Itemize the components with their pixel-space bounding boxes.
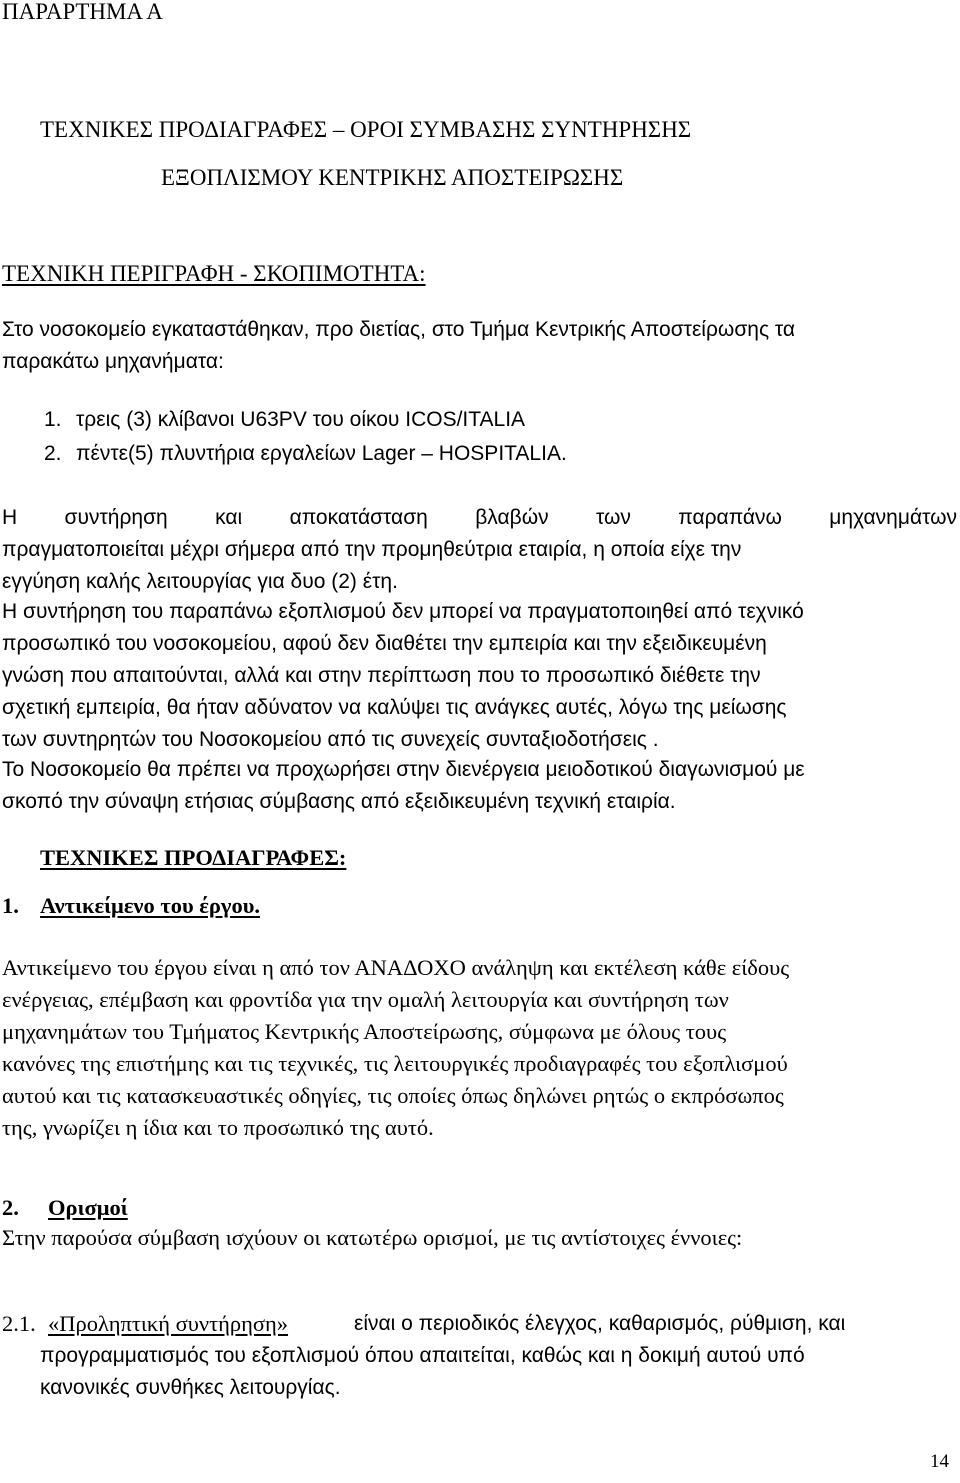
main-title-line-2: ΕΞΟΠΛΙΣΜΟΥ ΚΕΝΤΡΙΚΗΣ ΑΠΟΣΤΕΙΡΩΣΗΣ <box>161 165 624 190</box>
intro-line-1: Στο νοσοκομείο εγκαταστάθηκαν, προ διετίας, στο Τμήμα Κεντρικής Αποστείρωσης τα <box>2 318 796 341</box>
list-item-text: τρεις (3) κλίβανοι U63PV του οίκου ICOS/ITALIA <box>76 408 526 431</box>
paragraph-line: Η συντήρηση και αποκατάσταση βλαβών των παραπάνω μηχανημάτων <box>2 506 957 529</box>
paragraph-line: πραγματοποιείται μέχρι σήμερα από την προμηθεύτρια εταιρία, η οποία είχε την <box>2 538 742 561</box>
paragraph-line: Η συντήρηση του παραπάνω εξοπλισμού δεν μπορεί να πραγματοποιηθεί από τεχνικό <box>2 600 804 623</box>
section-2-1-line: κανονικές συνθήκες λειτουργίας. <box>40 1376 341 1399</box>
section-heading: ΤΕΧΝΙΚΗ ΠΕΡΙΓΡΑΦΗ - ΣΚΟΠΙΜΟΤΗΤΑ: <box>2 261 426 286</box>
section-2-1-line: είναι ο περιοδικός έλεγχος, καθαρισμός, ρύθμιση, και <box>354 1312 846 1335</box>
paragraph-line: σκοπό την σύναψη ετήσιας σύμβασης από εξειδικευμένη τεχνική εταιρία. <box>2 790 676 813</box>
paragraph-line: των συντηρητών του Νοσοκομείου από τις συνεχείς συνταξιοδοτήσεις . <box>2 728 659 751</box>
section-1-number: 1. <box>2 893 19 918</box>
section-2-title: Ορισμοί <box>48 1195 128 1220</box>
section-2-1-term: «Προληπτική συντήρηση» <box>48 1311 289 1336</box>
section-2-number: 2. <box>2 1195 19 1220</box>
specs-heading: ΤΕΧΝΙΚΕΣ ΠΡΟΔΙΑΓΡΑΦΕΣ: <box>40 845 347 870</box>
main-title-line-1: ΤΕΧΝΙΚΕΣ ΠΡΟΔΙΑΓΡΑΦΕΣ – ΟΡΟΙ ΣΥΜΒΑΣΗΣ ΣΥΝΤΗΡΗΣΗΣ <box>40 117 692 142</box>
paragraph-line: σχετική εμπειρία, θα ήταν αδύνατον να καλύψει τις ανάγκες αυτές, λόγω της μείωσης <box>2 696 787 719</box>
section-2-line: Στην παρούσα σύμβαση ισχύουν οι κατωτέρω ορισμοί, με τις αντίστοιχες έννοιες: <box>2 1225 743 1250</box>
section-1-line: Αντικείμενο του έργου είναι η από τον ΑΝΑΔΟΧΟ ανάληψη και εκτέλεση κάθε είδους <box>2 955 790 980</box>
section-1-title: Αντικείμενο του έργου. <box>40 893 261 918</box>
paragraph-line: προσωπικό του νοσοκομείου, αφού δεν διαθέτει την εμπειρία και την εξειδικευμένη <box>2 632 767 655</box>
list-number: 2. <box>44 442 62 465</box>
section-1-line: μηχανημάτων του Τμήματος Κεντρικής Αποστείρωσης, σύμφωνα με όλους τους <box>2 1019 727 1044</box>
section-1-line: κανόνες της επιστήμης και τις τεχνικές, τις λειτουργικές προδιαγραφές του εξοπλισμού <box>2 1051 788 1076</box>
page-number: 14 <box>930 1451 949 1472</box>
intro-line-2: παρακάτω μηχανήματα: <box>2 350 224 373</box>
list-item-text: πέντε(5) πλυντήρια εργαλείων Lager – HOSPITALIA. <box>76 442 567 465</box>
paragraph-line: εγγύηση καλής λειτουργίας για δυο (2) έτη. <box>2 570 398 593</box>
section-1-line: ενέργειας, επέμβαση και φροντίδα για την ομαλή λειτουργία και συντήρηση των <box>2 987 729 1012</box>
section-1-line: αυτού και τις κατασκευαστικές οδηγίες, τις οποίες όπως δηλώνει ρητώς ο εκπρόσωπος <box>2 1083 784 1108</box>
section-1-line: της, γνωρίζει η ίδια και το προσωπικό της αυτό. <box>2 1115 434 1140</box>
appendix-title: ΠΑΡΑΡΤΗΜΑ Α <box>2 0 163 24</box>
paragraph-line: Το Νοσοκομείο θα πρέπει να προχωρήσει στην διενέργεια μειοδοτικού διαγωνισμού με <box>2 758 805 781</box>
section-2-1-number: 2.1. <box>2 1311 36 1336</box>
list-number: 1. <box>44 408 62 431</box>
section-2-1-line: προγραμματισμός του εξοπλισμού όπου απαιτείται, καθώς και η δοκιμή αυτού υπό <box>40 1344 805 1367</box>
paragraph-line: γνώση που απαιτούνται, αλλά και στην περίπτωση που το προσωπικό διέθετε την <box>2 664 761 687</box>
